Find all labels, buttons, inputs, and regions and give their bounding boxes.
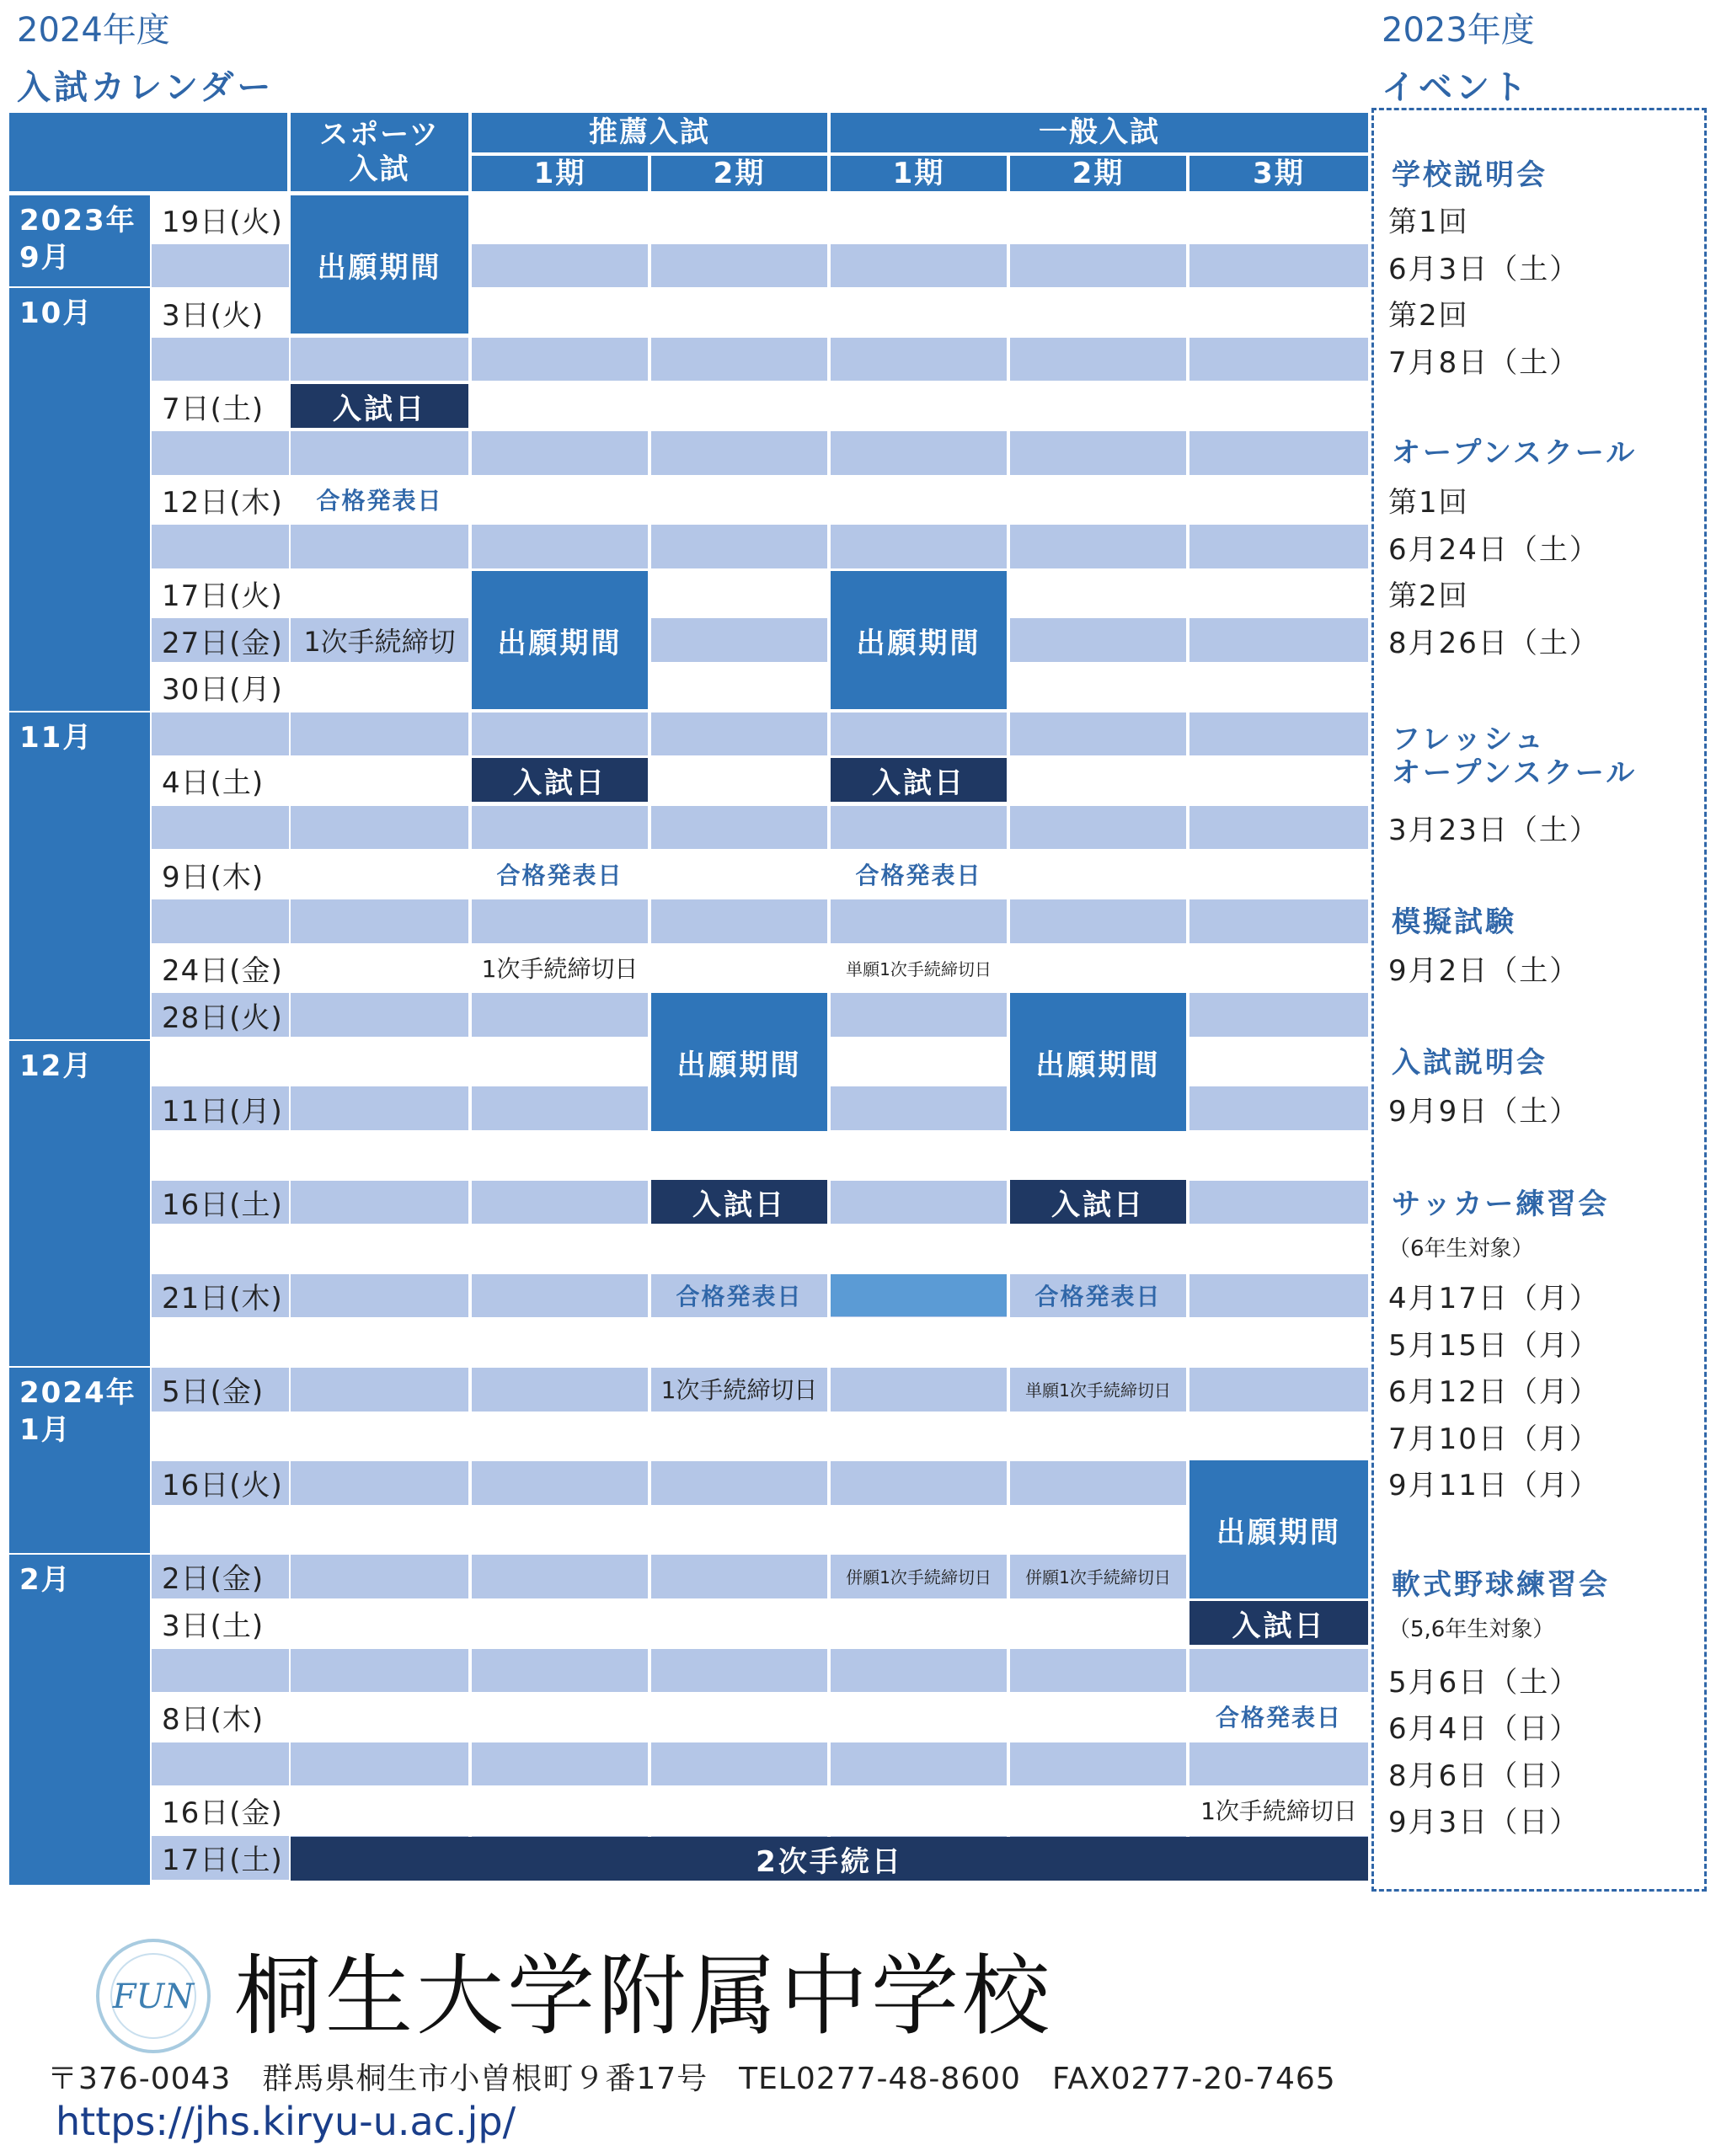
event-item: 第2回	[1388, 579, 1469, 613]
row-stripe	[291, 899, 468, 943]
row-stripe	[472, 993, 648, 1037]
row-stripe	[472, 712, 648, 756]
event-baseball: 軟式野球練習会	[1392, 1568, 1610, 1602]
row-stripe	[1010, 1742, 1186, 1786]
row-stripe	[831, 806, 1007, 850]
row-stripe	[651, 806, 827, 850]
ippan3-pass-announce: 合格発表日	[1215, 1704, 1342, 1732]
sports-exam-day: 入試日	[291, 384, 468, 428]
events-year: 2023年度	[1382, 11, 1535, 50]
sports-apply-period: 出願期間	[291, 195, 468, 334]
row-stripe	[1189, 899, 1368, 943]
row-stripe	[1010, 618, 1186, 662]
date-label: 19日(火)	[162, 205, 283, 239]
row-stripe	[831, 993, 1007, 1037]
row-stripe	[1010, 525, 1186, 568]
row-stripe	[651, 712, 827, 756]
month-2023-09: 2023年 9月	[9, 195, 150, 286]
sports-pass-announce: 合格発表日	[316, 487, 443, 515]
row-stripe	[1189, 1274, 1368, 1318]
row-stripe	[291, 1555, 468, 1598]
row-stripe	[1189, 431, 1368, 475]
school-logo	[94, 1937, 212, 2055]
row-stripe	[472, 1086, 648, 1130]
row-stripe	[472, 244, 648, 288]
row-stripe	[291, 1086, 468, 1130]
event-item: 4月17日（月）	[1388, 1282, 1600, 1315]
month-02: 2月	[9, 1555, 150, 1885]
date-label: 2日(金)	[162, 1561, 265, 1596]
event-item: 3月23日（土）	[1388, 814, 1600, 847]
month-12: 12月	[9, 1041, 150, 1366]
date-label: 16日(土)	[162, 1187, 283, 1222]
row-stripe	[1010, 338, 1186, 382]
header-ippan-1: 1期	[831, 156, 1007, 191]
row-stripe	[651, 338, 827, 382]
row-stripe	[472, 1181, 648, 1225]
event-item: 9月9日（土）	[1388, 1095, 1580, 1129]
row-stripe	[651, 1461, 827, 1505]
event-item: 8月6日（日）	[1388, 1759, 1580, 1793]
header-corner	[9, 113, 287, 191]
event-item: 6月24日（土）	[1388, 533, 1600, 567]
date-label: 11日(月)	[162, 1094, 283, 1129]
row-stripe	[651, 1649, 827, 1693]
row-stripe	[831, 1181, 1007, 1225]
ippan3-first-procedure: 1次手続締切日	[1200, 1797, 1357, 1825]
row-stripe	[472, 806, 648, 850]
row-stripe	[651, 1555, 827, 1598]
event-item: 5月6日（土）	[1388, 1666, 1580, 1700]
row-stripe	[472, 1368, 648, 1412]
row-stripe	[152, 899, 289, 943]
row-stripe	[831, 712, 1007, 756]
school-name: 桐生大学附属中学校	[234, 1945, 1054, 2047]
header-ippan-3: 3期	[1189, 156, 1368, 191]
ippan2-exam-day: 入試日	[1010, 1180, 1186, 1224]
date-label: 7日(土)	[162, 392, 265, 426]
ippan1-exam-day: 入試日	[831, 758, 1007, 802]
row-stripe	[831, 899, 1007, 943]
event-baseball-target: （5,6年生対象）	[1388, 1617, 1555, 1642]
row-stripe	[152, 338, 289, 382]
event-school-info: 学校説明会	[1392, 158, 1548, 192]
date-label: 28日(火)	[162, 1001, 283, 1035]
date-label: 3日(土)	[162, 1609, 265, 1643]
row-stripe	[291, 712, 468, 756]
ippan2-pass-announce: 合格発表日	[1034, 1283, 1162, 1310]
ippan1-single-first-procedure: 単願1次手続締切日	[846, 958, 992, 979]
row-stripe	[1010, 1461, 1186, 1505]
event-soccer-target: （6年生対象）	[1388, 1236, 1534, 1262]
event-fresh-open-school-2: オープンスクール	[1392, 756, 1638, 790]
suisen1-exam-day: 入試日	[472, 758, 648, 802]
ippan2-combined-first-procedure: 併願1次手続締切日	[1025, 1566, 1171, 1588]
date-label: 5日(金)	[162, 1374, 265, 1409]
row-stripe	[1010, 1649, 1186, 1693]
sports-first-procedure: 1次手続締切	[303, 626, 456, 658]
row-stripe	[831, 1368, 1007, 1412]
row-stripe	[291, 993, 468, 1037]
row-stripe	[152, 431, 289, 475]
row-stripe	[152, 244, 289, 288]
row-stripe	[472, 1461, 648, 1505]
row-stripe	[291, 1461, 468, 1505]
month-2024-01: 2024年 1月	[9, 1368, 150, 1553]
row-stripe	[472, 1649, 648, 1693]
row-stripe	[472, 525, 648, 568]
row-stripe	[651, 525, 827, 568]
row-stripe	[1010, 712, 1186, 756]
month-11: 11月	[9, 712, 150, 1039]
event-mock-exam: 模擬試験	[1392, 905, 1516, 939]
event-item: 9月3日（日）	[1388, 1806, 1580, 1839]
row-stripe	[291, 1742, 468, 1786]
header-suisen-2: 2期	[651, 156, 827, 191]
event-item: 7月8日（土）	[1388, 346, 1580, 380]
date-label: 30日(月)	[162, 672, 283, 707]
suisen1-first-procedure: 1次手続締切日	[481, 955, 639, 983]
row-stripe	[1189, 712, 1368, 756]
row-stripe	[831, 1461, 1007, 1505]
events-title: イベント	[1382, 68, 1530, 107]
row-stripe	[472, 431, 648, 475]
row-stripe	[472, 1742, 648, 1786]
row-stripe	[472, 899, 648, 943]
suisen1-apply-period: 出願期間	[472, 571, 648, 709]
row-stripe	[1189, 525, 1368, 568]
event-item: 6月3日（土）	[1388, 253, 1580, 286]
row-stripe	[1010, 899, 1186, 943]
ippan3-exam-day: 入試日	[1189, 1601, 1368, 1645]
row-stripe	[291, 1649, 468, 1693]
date-label: 27日(金)	[162, 626, 283, 660]
row-stripe	[472, 338, 648, 382]
date-label: 12日(木)	[162, 485, 283, 520]
row-stripe	[152, 712, 289, 756]
event-exam-info: 入試説明会	[1392, 1046, 1548, 1080]
row-stripe	[1010, 431, 1186, 475]
ippan1-highlight-cell	[831, 1274, 1007, 1316]
row-stripe	[291, 1368, 468, 1412]
row-stripe	[291, 338, 468, 382]
date-label: 9日(木)	[162, 860, 265, 894]
event-item: 第1回	[1388, 486, 1469, 520]
date-label: 24日(金)	[162, 953, 283, 988]
row-stripe	[1189, 1742, 1368, 1786]
event-item: 8月26日（土）	[1388, 627, 1600, 660]
row-stripe	[651, 618, 827, 662]
ippan3-apply-period: 出願期間	[1189, 1460, 1368, 1598]
event-item: 9月11日（月）	[1388, 1469, 1600, 1502]
row-stripe	[152, 525, 289, 568]
ippan2-apply-period: 出願期間	[1010, 993, 1186, 1131]
suisen2-pass-announce: 合格発表日	[676, 1283, 803, 1310]
suisen1-pass-announce: 合格発表日	[496, 862, 623, 889]
row-stripe	[1189, 1649, 1368, 1693]
event-item: 第1回	[1388, 205, 1469, 239]
row-stripe	[1010, 806, 1186, 850]
row-stripe	[1189, 1181, 1368, 1225]
row-stripe	[651, 244, 827, 288]
calendar-title: 入試カレンダー	[17, 68, 275, 107]
row-stripe	[651, 899, 827, 943]
school-address: 〒376-0043 群馬県桐生市小曽根町９番17号 TEL0277-48-8600 FAX0277-20-7465	[47, 2062, 1336, 2096]
date-label: 17日(土)	[162, 1843, 283, 1877]
ippan1-apply-period: 出願期間	[831, 571, 1007, 709]
row-stripe	[291, 525, 468, 568]
event-item: 6月12日（月）	[1388, 1375, 1600, 1409]
date-label: 21日(木)	[162, 1281, 283, 1315]
row-stripe	[291, 431, 468, 475]
row-stripe	[831, 244, 1007, 288]
row-stripe	[831, 431, 1007, 475]
date-label: 8日(木)	[162, 1702, 265, 1737]
suisen2-apply-period: 出願期間	[651, 993, 827, 1131]
row-stripe	[1189, 618, 1368, 662]
row-stripe	[291, 806, 468, 850]
row-stripe	[831, 525, 1007, 568]
row-stripe	[152, 806, 289, 850]
event-item: 7月10日（月）	[1388, 1422, 1600, 1456]
row-stripe	[1189, 1086, 1368, 1130]
month-10: 10月	[9, 288, 150, 711]
school-url-link[interactable]: https://jhs.kiryu-u.ac.jp/	[56, 2099, 516, 2144]
row-stripe	[831, 1649, 1007, 1693]
second-procedure-day-bar: 2次手続日	[291, 1837, 1368, 1881]
calendar-year: 2024年度	[17, 11, 170, 50]
event-item: 6月4日（日）	[1388, 1712, 1580, 1746]
date-label: 16日(金)	[162, 1796, 283, 1830]
suisen2-exam-day: 入試日	[651, 1180, 827, 1224]
date-label: 16日(火)	[162, 1468, 283, 1502]
ippan1-combined-first-procedure: 併願1次手続締切日	[846, 1566, 992, 1588]
row-stripe	[291, 1274, 468, 1318]
ippan2-single-first-procedure: 単願1次手続締切日	[1025, 1380, 1171, 1401]
row-stripe	[831, 1086, 1007, 1130]
row-stripe	[1010, 244, 1186, 288]
header-sports: スポーツ 入試	[291, 113, 468, 191]
logo-text: FUN	[112, 1977, 195, 2016]
date-label: 4日(土)	[162, 766, 265, 800]
row-stripe	[651, 1742, 827, 1786]
event-fresh-open-school-1: フレッシュ	[1392, 723, 1546, 756]
header-ippan: 一般入試	[831, 113, 1368, 152]
header-suisen: 推薦入試	[472, 113, 827, 152]
date-label: 17日(火)	[162, 579, 283, 613]
row-stripe	[291, 1181, 468, 1225]
event-item: 5月15日（月）	[1388, 1329, 1600, 1363]
header-ippan-2: 2期	[1010, 156, 1186, 191]
ippan1-pass-announce: 合格発表日	[855, 862, 982, 889]
date-label: 3日(火)	[162, 298, 265, 333]
row-stripe	[152, 1649, 289, 1693]
row-stripe	[152, 1742, 289, 1786]
suisen2-first-procedure: 1次手続締切日	[660, 1376, 818, 1404]
event-open-school: オープンスクール	[1392, 436, 1638, 470]
row-stripe	[1189, 244, 1368, 288]
header-suisen-1: 1期	[472, 156, 648, 191]
event-soccer: サッカー練習会	[1392, 1187, 1610, 1221]
event-item: 9月2日（土）	[1388, 954, 1580, 988]
row-stripe	[1189, 806, 1368, 850]
row-stripe	[831, 338, 1007, 382]
row-stripe	[472, 1555, 648, 1598]
row-stripe	[831, 1742, 1007, 1786]
row-stripe	[651, 431, 827, 475]
event-item: 第2回	[1388, 299, 1469, 333]
row-stripe	[1189, 1368, 1368, 1412]
row-stripe	[1189, 338, 1368, 382]
row-stripe	[1189, 993, 1368, 1037]
row-stripe	[472, 1274, 648, 1318]
